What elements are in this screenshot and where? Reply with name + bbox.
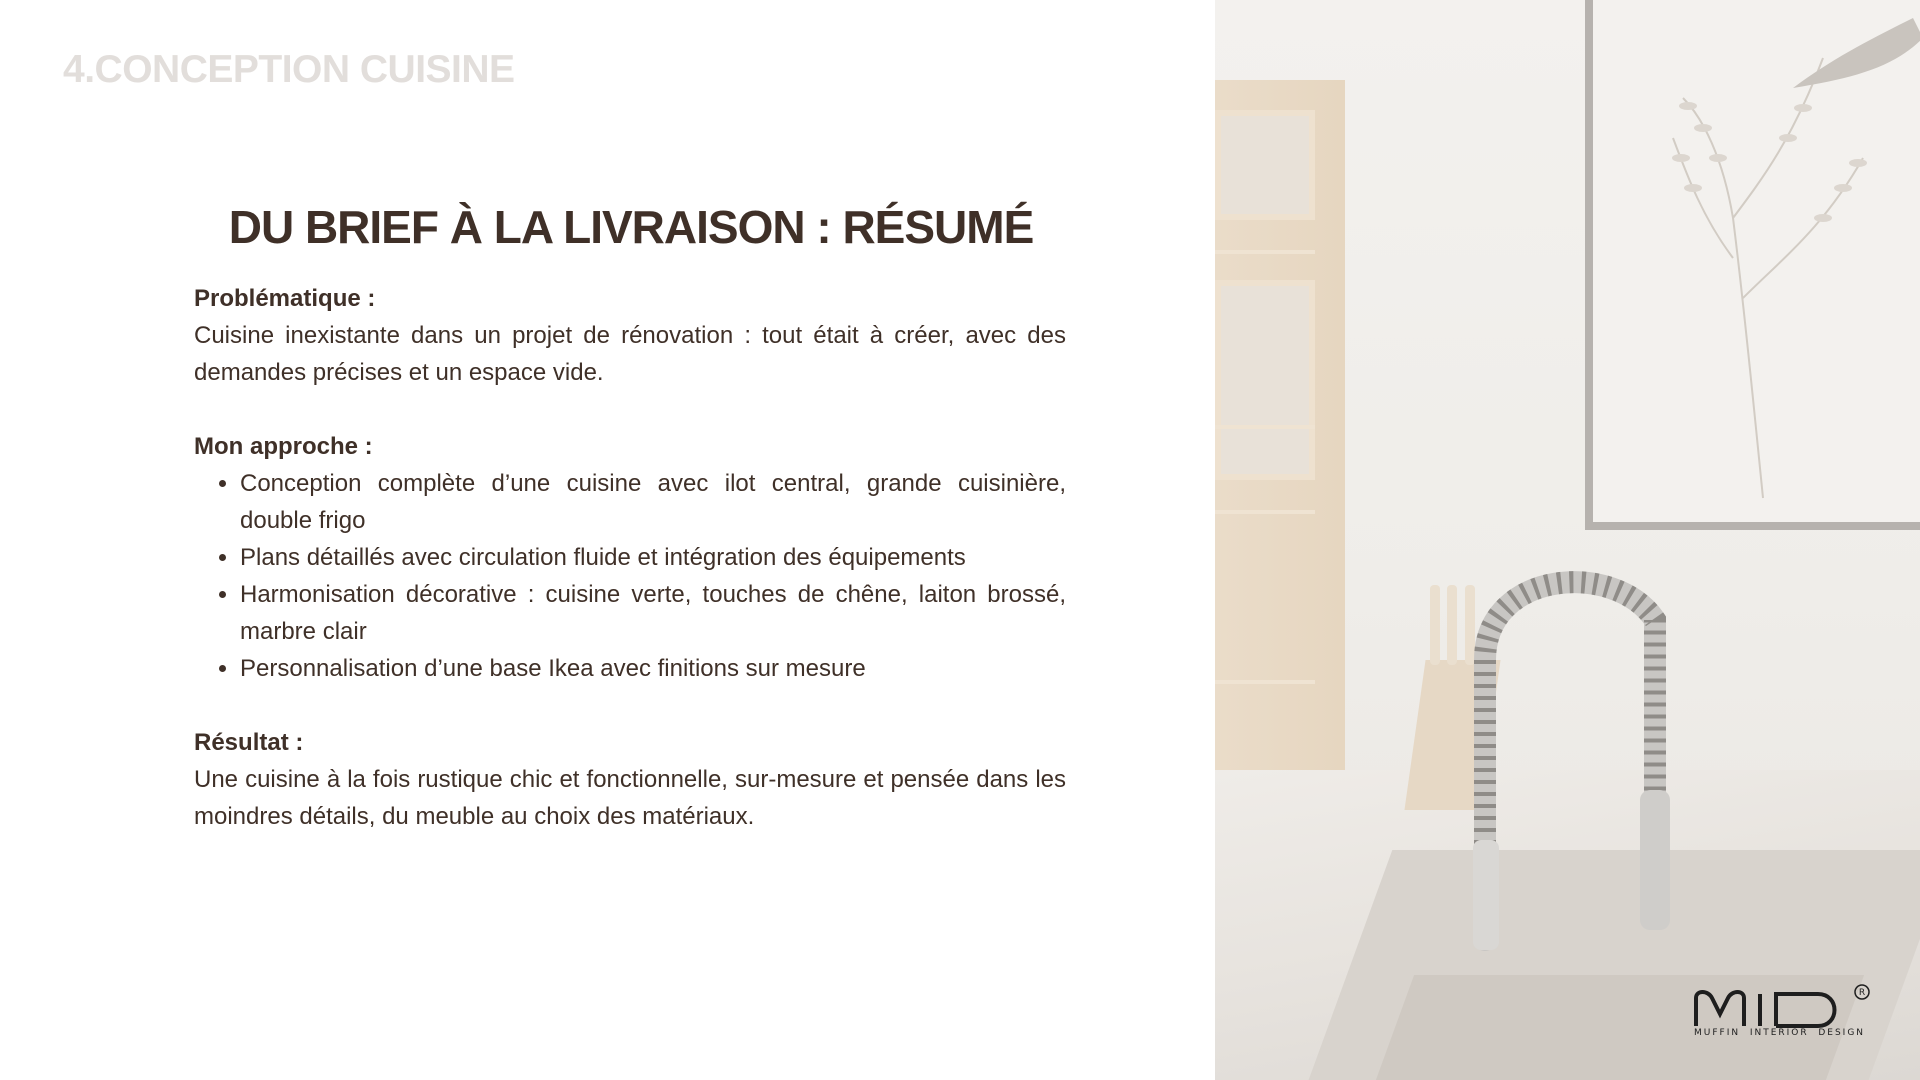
summary-content (194, 280, 1066, 835)
svg-text:R: R (1858, 988, 1866, 998)
approach-item: • Conception complète d’une cuisine avec ilot central, grande cuisinière, double frigo (240, 465, 1066, 539)
faucet (1465, 540, 1725, 960)
oak-cabinet (1215, 80, 1345, 800)
problem-heading: Problématique : (194, 285, 376, 312)
problem-text: Cuisine inexistante dans un projet de rénovation : tout était à créer, avec des demandes précises et un espace vide. (194, 322, 1066, 386)
result-text: Une cuisine à la fois rustique chic et fonctionnelle, sur-mesure et pensée dans les moindres détails, du meuble au choix des matériaux. (194, 766, 1066, 830)
approach-item: • Harmonisation décorative : cuisine verte, touches de chêne, laiton brossé, marbre clair (240, 576, 1066, 650)
section-label: 4.CONCEPTION CUISINE (63, 48, 515, 91)
approach-item: • Personnalisation d’une base Ikea avec finitions sur mesure (240, 650, 1066, 687)
botanical-frame (1585, 0, 1920, 530)
result-heading: Résultat : (194, 729, 304, 756)
approach-heading: Mon approche : (194, 433, 373, 460)
logo-tagline: MUFFIN INTERIOR DESIGN (1694, 1028, 1866, 1038)
page-title: DU BRIEF À LA LIVRAISON : RÉSUMÉ (228, 201, 1034, 253)
kitchen-photo (1215, 0, 1920, 1080)
approach-list (194, 465, 1066, 687)
approach-item: • Plans détaillés avec circulation fluide et intégration des équipements (240, 539, 1066, 576)
